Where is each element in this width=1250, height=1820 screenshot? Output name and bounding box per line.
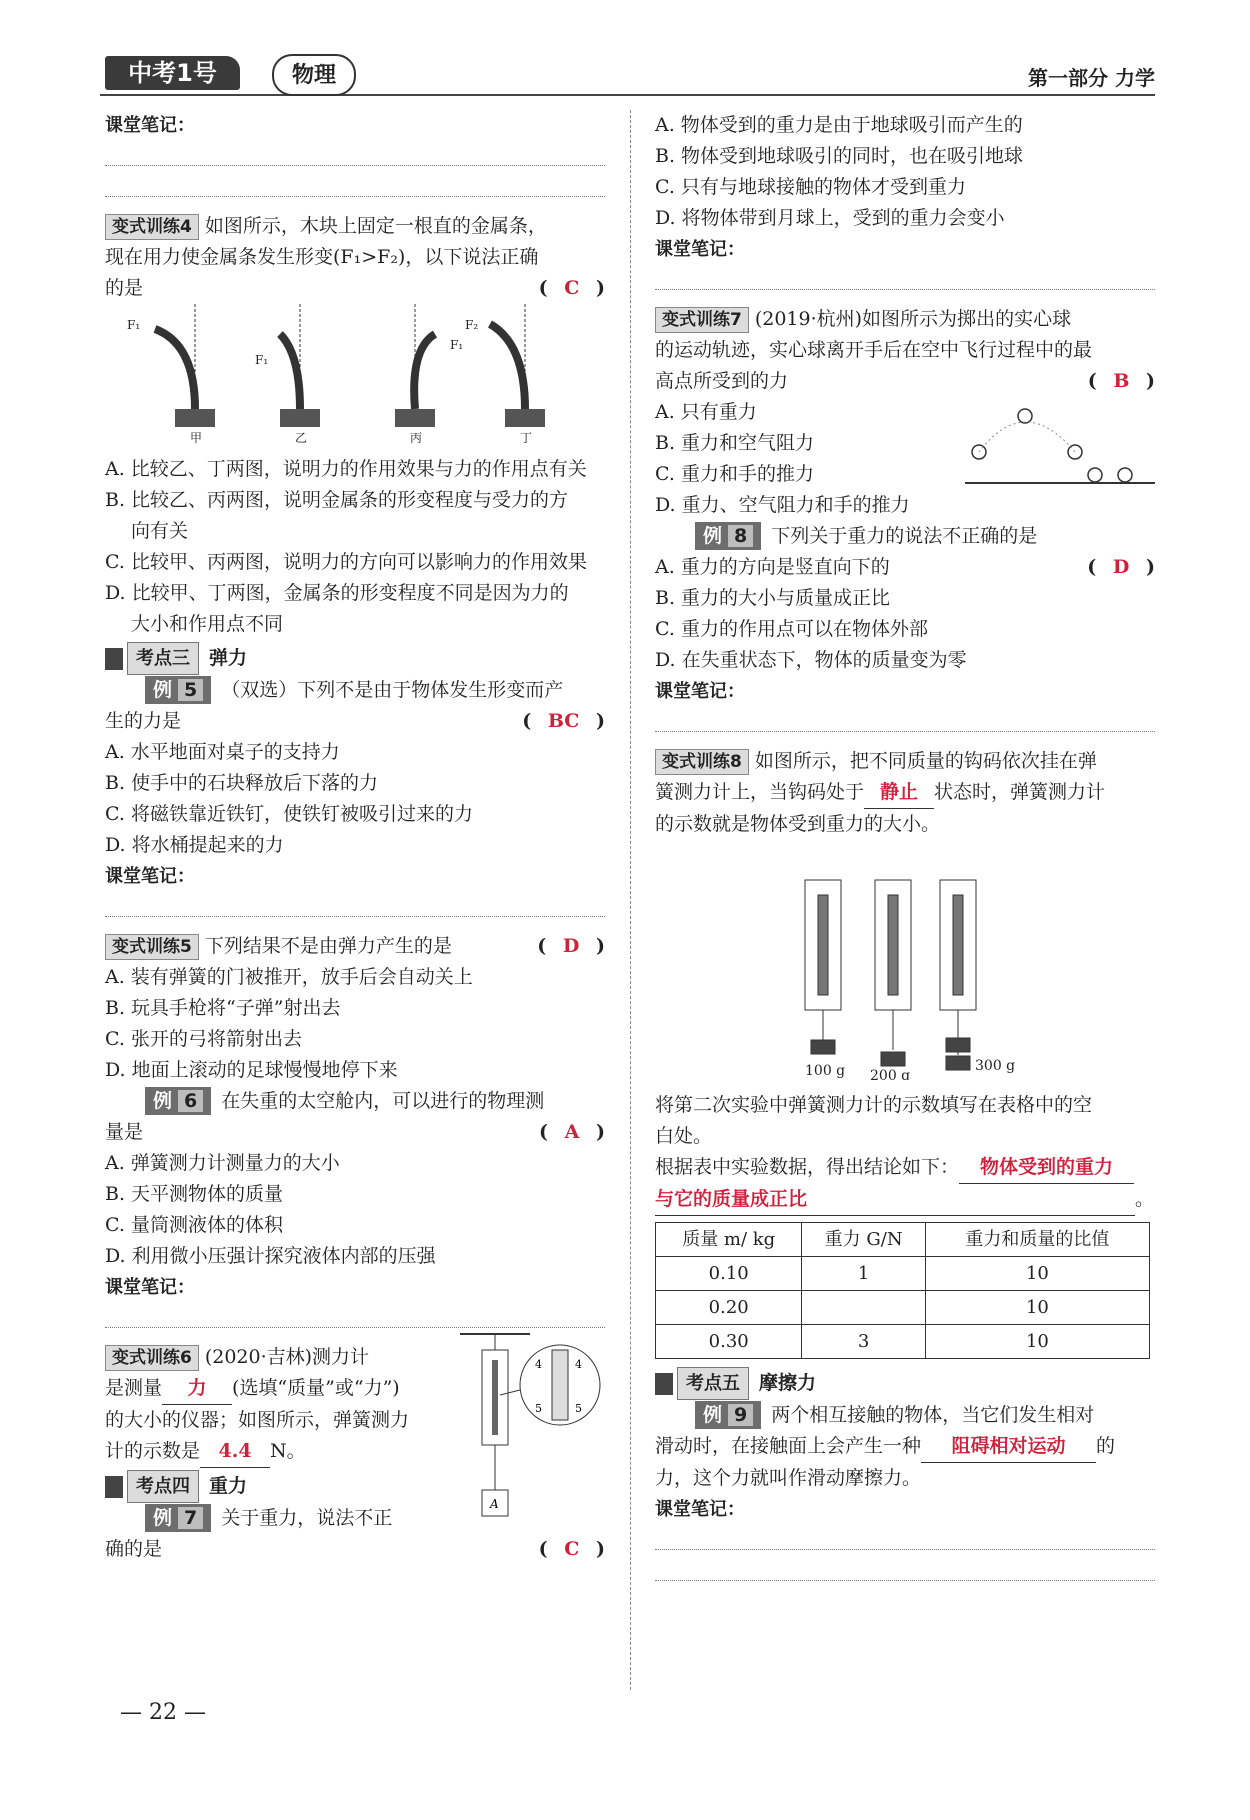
class-note: 课堂笔记： bbox=[655, 1499, 745, 1520]
option-a: A. 重力的方向是竖直向下的 bbox=[655, 556, 890, 578]
data-table bbox=[655, 1222, 1150, 1359]
option-a: A. 弹簧测力计测量力的大小 bbox=[105, 1152, 340, 1174]
scale-label: 5 bbox=[575, 1402, 582, 1415]
question-text: 量是 bbox=[105, 1121, 144, 1143]
variant-8: 变式训练8 如图所示，把不同质量的钩码依次挂在弹 簧测力计上，当钩码处于 静止 状态时，弹簧测力计 的示数就是物体受到重力的大小。 100 g 200 g 300 g 将第二次实验中弹簧测力计的示数填写在表格中的空 白处。 根据表中实验数据，得出结论如下： 物体受到的重力 与它的质量成正比 。 质量 m/ kg 重力 G/N 重力和质量的比值 0.10 1 10 0.20 10 0.30 3 10 bbox=[655, 746, 1155, 1359]
option-d: D. 在失重状态下，物体的质量变为零 bbox=[655, 649, 967, 671]
example-5 bbox=[105, 675, 605, 917]
option-d: D. 重力、空气阻力和手的推力 bbox=[655, 494, 910, 516]
table-header: 质量 m/ kg bbox=[656, 1223, 802, 1257]
mass-label: 200 g bbox=[870, 1068, 911, 1080]
strip-1 bbox=[155, 329, 195, 409]
answer-bracket: ( D ) bbox=[1087, 556, 1155, 578]
strip-3 bbox=[414, 334, 435, 409]
question-text: 关于重力，说法不正 bbox=[221, 1507, 393, 1529]
question-text: (2019·杭州)如图所示为掷出的实心球 bbox=[754, 308, 1072, 330]
variant-5 bbox=[105, 931, 605, 1086]
note-line bbox=[105, 172, 605, 197]
force-label-1: F₁ bbox=[127, 318, 141, 332]
option-c: C. 只有与地球接触的物体才受到重力 bbox=[655, 176, 966, 198]
example-9: 例 9 两个相互接触的物体，当它们发生相对 滑动时，在接触面上会产生一种 阻碍相对运动 的 力，这个力就叫作滑动摩擦力。 课堂笔记： bbox=[655, 1400, 1155, 1581]
question-text: 如图所示，木块上固定一根直的金属条， bbox=[204, 215, 547, 237]
question-text: 白处。 bbox=[655, 1125, 713, 1147]
example-6 bbox=[105, 1086, 605, 1328]
option-d: D. 地面上滚动的足球慢慢地停下来 bbox=[105, 1059, 398, 1081]
answer-blank: 物体受到的重力 bbox=[959, 1152, 1134, 1184]
header-bar bbox=[100, 50, 1155, 96]
topic-4: 考点四 重力 bbox=[105, 1470, 605, 1503]
column-divider bbox=[630, 110, 631, 1690]
right-column bbox=[655, 110, 1155, 1587]
table-row: 0.30 3 10 bbox=[656, 1325, 1150, 1359]
answer-blank: 静止 bbox=[864, 777, 934, 809]
option-d: D. 将物体带到月球上，受到的重力会变小 bbox=[655, 207, 1005, 229]
option-b: B. 比较乙、丙两图，说明金属条的形变程度与受力的方 bbox=[105, 489, 569, 511]
force-label-3: F₁ bbox=[450, 338, 464, 352]
answer-bracket: ( B ) bbox=[1087, 370, 1155, 392]
fig-label-3: 丙 bbox=[410, 431, 423, 444]
option-b: B. 重力和空气阻力 bbox=[655, 432, 815, 454]
note-line bbox=[105, 892, 605, 917]
question-text: 两个相互接触的物体，当它们发生相对 bbox=[771, 1404, 1095, 1426]
option-b: B. 重力的大小与质量成正比 bbox=[655, 587, 891, 609]
variant-tag: 变式训练8 bbox=[655, 749, 749, 775]
answer-blank: 与它的质量成正比 bbox=[655, 1184, 1135, 1216]
example-tag: 例 5 bbox=[145, 676, 211, 704]
example-tag: 例 9 bbox=[695, 1401, 761, 1429]
force-label-4: F₂ bbox=[465, 318, 479, 332]
variant-6: 变式训练6 (2020·吉林)测力计 是测量 力 (选填“质量”或“力”) 的大小的仪器；如图所示，弹簧测力 计的示数是 4.4 N。 A 4 5 4 5 bbox=[105, 1342, 605, 1468]
spring-scale-figure bbox=[460, 1330, 605, 1530]
box-label: A bbox=[490, 1497, 499, 1511]
fig-label-1: 甲 bbox=[190, 431, 203, 444]
topic-tag: 考点三 bbox=[127, 642, 199, 675]
class-note: 课堂笔记： bbox=[105, 115, 195, 136]
strip-4 bbox=[490, 324, 525, 409]
question-text: 下列结果不是由弹力产生的是 bbox=[204, 935, 452, 957]
question-text: 的示数就是物体受到重力的大小。 bbox=[655, 813, 941, 835]
strip-2 bbox=[280, 334, 300, 409]
scale-label: 4 bbox=[535, 1358, 542, 1371]
fig-label-4: 丁 bbox=[520, 431, 533, 444]
class-note: 课堂笔记： bbox=[105, 866, 195, 887]
option-c: C. 重力的作用点可以在物体外部 bbox=[655, 618, 928, 640]
note-line bbox=[655, 1525, 1155, 1550]
note-line bbox=[655, 265, 1155, 290]
note-line bbox=[655, 1556, 1155, 1581]
option-c: C. 将磁铁靠近铁钉，使铁钉被吸引过来的力 bbox=[105, 803, 473, 825]
class-note: 课堂笔记： bbox=[655, 681, 745, 702]
option-c: C. 重力和手的推力 bbox=[655, 463, 814, 485]
topic-5: 考点五 摩擦力 bbox=[655, 1367, 1155, 1400]
metal-strip-figure bbox=[105, 304, 585, 444]
option-b: B. 物体受到地球吸引的同时，也在吸引地球 bbox=[655, 145, 1024, 167]
example-8 bbox=[655, 521, 1155, 732]
scale-label: 4 bbox=[575, 1358, 582, 1371]
answer-bracket: ( C ) bbox=[538, 277, 605, 299]
option-a: A. 装有弹簧的门被推开，放手后会自动关上 bbox=[105, 966, 473, 988]
table-row: 0.10 1 10 bbox=[656, 1257, 1150, 1291]
note-line bbox=[655, 707, 1155, 732]
table-header: 重力 G/N bbox=[802, 1223, 925, 1257]
force-label-2: F₁ bbox=[255, 353, 269, 367]
topic-3 bbox=[105, 642, 605, 675]
note-line bbox=[105, 141, 605, 166]
scale-label: 5 bbox=[535, 1402, 542, 1415]
answer-blank: 阻碍相对运动 bbox=[921, 1431, 1096, 1463]
option-b: B. 天平测物体的质量 bbox=[105, 1183, 284, 1205]
question-text: 下列关于重力的说法不正确的是 bbox=[771, 525, 1038, 547]
option-d-cont: 大小和作用点不同 bbox=[131, 613, 284, 635]
class-note: 课堂笔记： bbox=[105, 1277, 195, 1298]
question-text: 生的力是 bbox=[105, 710, 182, 732]
answer-blank: 力 bbox=[162, 1373, 232, 1405]
question-text: 确的是 bbox=[105, 1538, 163, 1560]
option-b: B. 使手中的石块释放后下落的力 bbox=[105, 772, 379, 794]
option-a: A. 物体受到的重力是由于地球吸引而产生的 bbox=[655, 114, 1023, 136]
option-c: C. 张开的弓将箭射出去 bbox=[105, 1028, 302, 1050]
variant-tag: 变式训练6 bbox=[105, 1345, 199, 1371]
example-tag: 例 6 bbox=[145, 1087, 211, 1115]
topic-arrow-icon bbox=[105, 1476, 123, 1498]
table-header: 重力和质量的比值 bbox=[925, 1223, 1149, 1257]
question-text: 力，这个力就叫作滑动摩擦力。 bbox=[655, 1467, 922, 1489]
option-d: D. 将水桶提起来的力 bbox=[105, 834, 284, 856]
question-text: 将第二次实验中弹簧测力计的示数填写在表格中的空 bbox=[655, 1094, 1093, 1116]
page-number: — 22 — bbox=[120, 1700, 206, 1725]
question-text: 如图所示，把不同质量的钩码依次挂在弹 bbox=[754, 750, 1097, 772]
option-a: A. 只有重力 bbox=[655, 401, 757, 423]
answer-blank: 4.4 bbox=[200, 1436, 270, 1468]
option-c: C. 量筒测液体的体积 bbox=[105, 1214, 283, 1236]
example-tag: 例 8 bbox=[695, 522, 761, 550]
mass-label: 300 g bbox=[975, 1058, 1016, 1074]
variant-tag: 变式训练5 bbox=[105, 934, 199, 960]
fig-label-2: 乙 bbox=[295, 431, 308, 444]
option-a: A. 水平地面对桌子的支持力 bbox=[105, 741, 340, 763]
note-line bbox=[105, 1303, 605, 1328]
topic-arrow-icon bbox=[655, 1373, 673, 1395]
table-row: 0.20 10 bbox=[656, 1291, 1150, 1325]
question-text: 的运动轨迹，实心球离开手后在空中飞行过程中的最 bbox=[655, 339, 1093, 361]
class-note: 课堂笔记： bbox=[655, 239, 745, 260]
question-text: （双选）下列不是由于物体发生形变而产 bbox=[221, 679, 564, 701]
variant-tag: 变式训练4 bbox=[105, 214, 199, 240]
variant-4 bbox=[105, 211, 605, 640]
option-b: B. 玩具手枪将“子弹”射出去 bbox=[105, 997, 341, 1019]
option-a: A. 比较乙、丁两图，说明力的作用效果与力的作用点有关 bbox=[105, 458, 587, 480]
option-d: D. 比较甲、丁两图，金属条的形变程度不同是因为力的 bbox=[105, 582, 569, 604]
variant-tag: 变式训练7 bbox=[655, 307, 749, 333]
mass-label: 100 g bbox=[805, 1063, 846, 1079]
option-b-cont: 向有关 bbox=[131, 520, 189, 542]
left-column bbox=[105, 110, 605, 1565]
option-c: C. 比较甲、丙两图，说明力的方向可以影响力的作用效果 bbox=[105, 551, 587, 573]
option-d: D. 利用微小压强计探究液体内部的压强 bbox=[105, 1245, 436, 1267]
question-text: 的是 bbox=[105, 277, 144, 299]
variant-7 bbox=[655, 304, 1155, 521]
answer-bracket: ( C ) bbox=[538, 1538, 605, 1560]
example-tag: 例 7 bbox=[145, 1504, 211, 1532]
topic-arrow-icon bbox=[105, 648, 123, 670]
question-text: 高点所受到的力 bbox=[655, 370, 789, 392]
question-text: 现在用力使金属条发生形变(F₁>F₂)，以下说法正确 bbox=[105, 246, 539, 268]
spring-scales-figure bbox=[655, 840, 1155, 1080]
section-title: 第一部分 力学 bbox=[1028, 66, 1155, 90]
brand-logo: 中考1号 bbox=[105, 56, 240, 90]
question-text: 的大小的仪器；如图所示，弹簧测力 bbox=[105, 1409, 410, 1431]
answer-bracket: ( D ) bbox=[537, 935, 605, 957]
answer-bracket: ( A ) bbox=[539, 1121, 605, 1143]
question-text: (2020·吉林)测力计 bbox=[204, 1346, 370, 1368]
question-text: 在失重的太空舱内，可以进行的物理测 bbox=[221, 1090, 545, 1112]
answer-bracket: ( BC ) bbox=[522, 710, 605, 732]
subject-badge: 物理 bbox=[272, 54, 356, 96]
ball-trajectory-figure bbox=[965, 402, 1155, 492]
topic-title: 弹力 bbox=[209, 647, 248, 669]
